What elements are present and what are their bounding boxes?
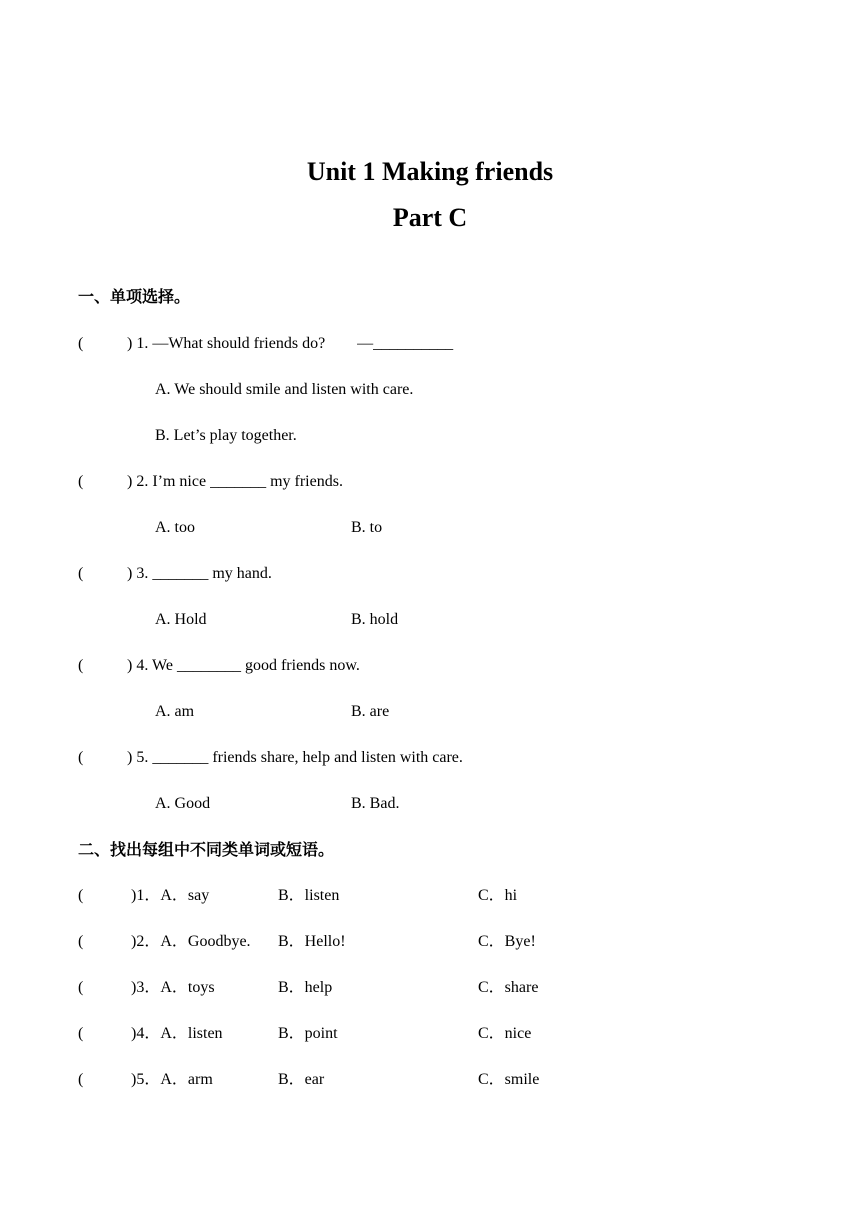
option-a: )5．A．arm [131,1071,213,1088]
option-b: B. hold [351,611,399,628]
answer-paren: ( [78,979,84,996]
option-a: A. We should smile and listen with care. [155,381,414,398]
option-b: B．listen [278,887,340,904]
answer-paren: ( [78,565,84,582]
option-a: A. Hold [155,611,207,628]
option-b: B. Let’s play together. [155,427,297,444]
page-subtitle: Part C [392,203,468,232]
question-text: ) 1. —What should friends do? —__________ [127,335,454,352]
answer-paren: ( [78,933,84,950]
option-b: B. to [351,519,383,536]
option-c: C．hi [478,887,518,904]
option-c: C．smile [478,1071,540,1088]
question-text: ) 5. _______ friends share, help and listen with care. [127,749,463,766]
option-a: )1．A．say [131,887,210,904]
option-a: A. am [155,703,195,720]
answer-paren: ( [78,473,84,490]
question-text: ) 4. We ________ good friends now. [127,657,360,674]
question-text: ) 3. _______ my hand. [127,565,272,582]
answer-paren: ( [78,749,84,766]
answer-paren: ( [78,887,84,904]
option-a: A. Good [155,795,211,812]
option-c: C．share [478,979,539,996]
option-a: )4．A．listen [131,1025,223,1042]
option-b: B. Bad. [351,795,400,812]
option-b: B．ear [278,1071,325,1088]
option-c: C．Bye! [478,933,536,950]
option-c: C．nice [478,1025,532,1042]
page-title: Unit 1 Making friends [306,157,554,186]
answer-paren: ( [78,657,84,674]
answer-paren: ( [78,1025,84,1042]
option-b: B．Hello! [278,933,346,950]
option-b: B. are [351,703,390,720]
option-a: )3．A．toys [131,979,215,996]
section-heading-2: 二、找出每组中不同类单词或短语。 [78,840,335,859]
section-heading-1: 一、单项选择。 [78,287,191,306]
option-b: B．help [278,979,333,996]
answer-paren: ( [78,335,84,352]
option-a: A. too [155,519,195,536]
question-text: ) 2. I’m nice _______ my friends. [127,473,343,490]
option-b: B．point [278,1025,338,1042]
option-a: )2．A．Goodbye. [131,933,251,950]
answer-paren: ( [78,1071,84,1088]
